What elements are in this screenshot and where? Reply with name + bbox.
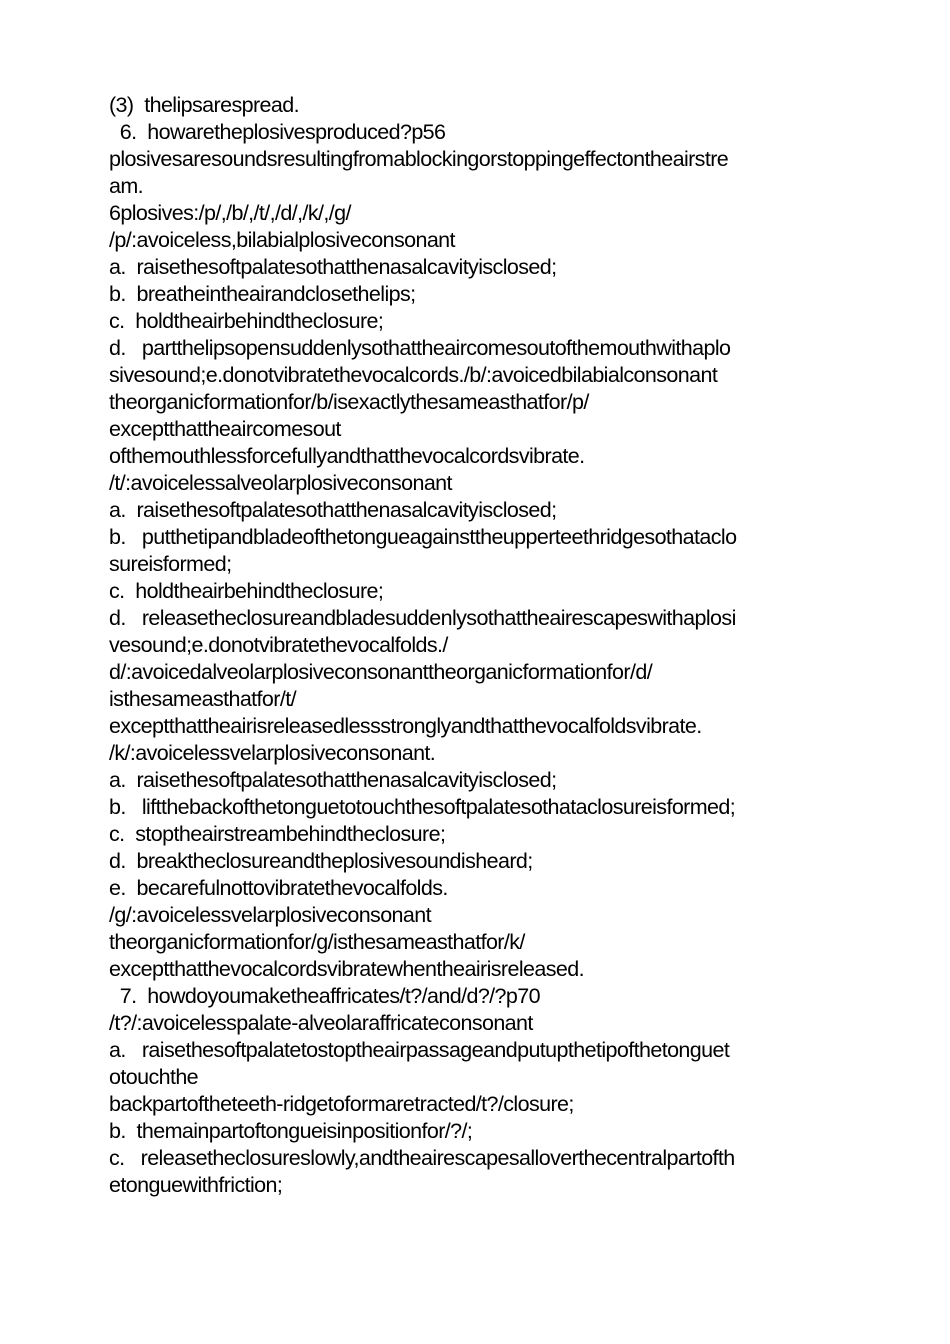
text-line: plosivesaresoundsresultingfromablockingorstoppingeffectontheairstre (109, 147, 729, 171)
text-line: sureisformed; (109, 552, 232, 576)
list-item: c. stoptheairstreambehindtheclosure; (109, 822, 446, 846)
list-item: d. breaktheclosureandtheplosivesoundisheard; (109, 849, 533, 873)
list-item: e. becarefulnottovibratethevocalfolds. (109, 876, 448, 900)
text-line: (3) thelipsarespread. (109, 93, 299, 117)
list-item: a. raisethesoftpalatetostoptheairpassageandputupthetipofthetonguet (109, 1038, 730, 1062)
list-item: d. releasetheclosureandbladesuddenlysothattheairescapeswithaplosi (109, 606, 736, 630)
text-line: exceptthattheaircomesout (109, 417, 341, 441)
question-heading: 6. howaretheplosivesproduced?p56 (109, 120, 446, 144)
list-item: c. holdtheairbehindtheclosure; (109, 579, 384, 603)
text-line: theorganicformationfor/b/isexactlythesameasthatfor/p/ (109, 390, 589, 414)
list-item: a. raisethesoftpalatesothatthenasalcavityisclosed; (109, 498, 557, 522)
text-line: /t/:avoicelessalveolarplosiveconsonant (109, 471, 452, 495)
text-line: /p/:avoiceless,bilabialplosiveconsonant (109, 228, 455, 252)
text-line: ofthemouthlessforcefullyandthatthevocalcordsvibrate. (109, 444, 585, 468)
list-item: a. raisethesoftpalatesothatthenasalcavityisclosed; (109, 768, 557, 792)
list-item: b. themainpartoftongueisinpositionfor/?/; (109, 1119, 473, 1143)
text-line: etonguewithfriction; (109, 1173, 283, 1197)
text-line: d/:avoicedalveolarplosiveconsonanttheorganicformationfor/d/ (109, 660, 653, 684)
text-line: am. (109, 174, 144, 198)
document-page (109, 92, 849, 1199)
text-line: /g/:avoicelessvelarplosiveconsonant (109, 903, 432, 927)
question-heading: 7. howdoyoumaketheaffricates/t?/and/d?/?p70 (109, 984, 540, 1008)
text-line: otouchthe (109, 1065, 199, 1089)
text-line: sivesound;e.donotvibratethevocalcords./b/:avoicedbilabialconsonant (109, 363, 718, 387)
list-item: b. breatheintheairandclosethelips; (109, 282, 416, 306)
text-line: backpartoftheteeth-ridgetoformaretracted/t?/closure; (109, 1092, 574, 1116)
list-item: a. raisethesoftpalatesothatthenasalcavityisclosed; (109, 255, 557, 279)
list-item: c. holdtheairbehindtheclosure; (109, 309, 384, 333)
text-line: /t?/:avoicelesspalate-alveolaraffricateconsonant (109, 1011, 533, 1035)
text-line: isthesameasthatfor/t/ (109, 687, 296, 711)
text-line: 6plosives:/p/,/b/,/t/,/d/,/k/,/g/ (109, 201, 351, 225)
text-line: exceptthattheairisreleasedlessstronglyandthatthevocalfoldsvibrate. (109, 714, 702, 738)
list-item: b. putthetipandbladeofthetongueagainsttheupperteethridgesothataclo (109, 525, 737, 549)
text-line: vesound;e.donotvibratethevocalfolds./ (109, 633, 448, 657)
list-item: c. releasetheclosureslowly,andtheairescapesalloverthecentralpartofth (109, 1146, 735, 1170)
list-item: d. partthelipsopensuddenlysothattheaircomesoutofthemouthwithaplo (109, 336, 731, 360)
text-line: theorganicformationfor/g/isthesameasthatfor/k/ (109, 930, 525, 954)
text-line: exceptthatthevocalcordsvibratewhentheairisreleased. (109, 957, 584, 981)
text-line: /k/:avoicelessvelarplosiveconsonant. (109, 741, 436, 765)
list-item: b. liftthebackofthetonguetotouchthesoftpalatesothataclosureisformed; (109, 795, 736, 819)
